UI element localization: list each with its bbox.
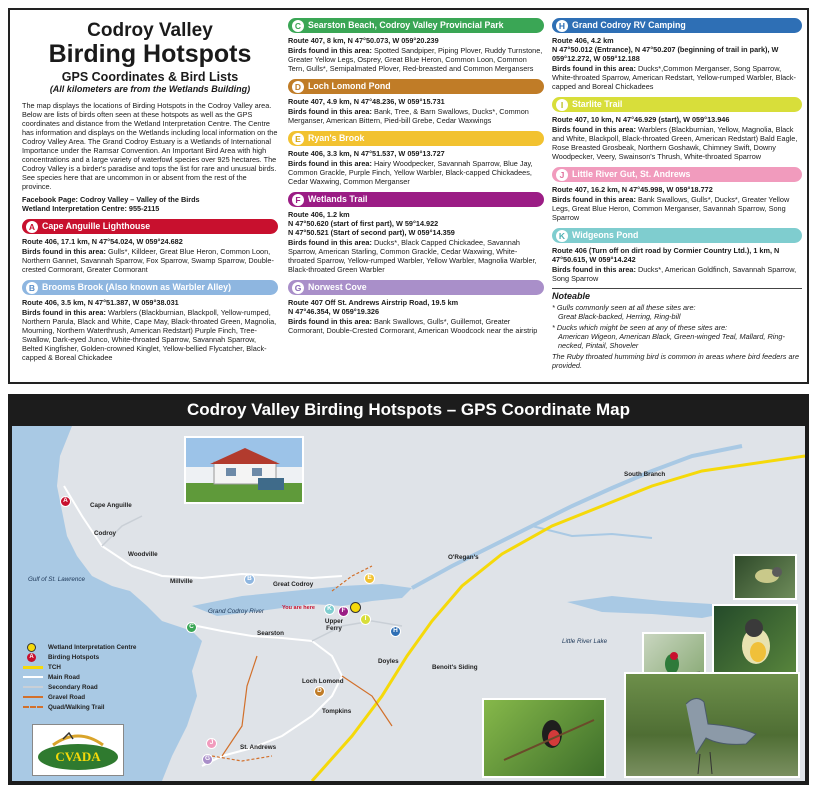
legend-trail [22,702,150,712]
place-millville: Millville [170,578,193,585]
photo-rose-breasted-grosbeak [482,698,606,778]
site-g-birds [288,317,544,335]
site-f-route-1: Route 406, 1.2 km [288,210,350,219]
site-d-bar [288,79,544,94]
site-c-name: Searston Beach, Codroy Valley Provincial Park [308,20,504,30]
birds-label: Birds found in this area: [288,317,372,326]
marker-d[interactable]: D [314,686,325,697]
site-f-badge: F [292,194,304,206]
site-j-bird-list: Bank Swallows, Gulls*, Ducks*, Greater Yellow Legs, Great Blue Heron, Common Merganser, Savannah Sparrow, Song Sparrow [552,195,790,222]
site-d [288,79,544,125]
site-j-name: Little River Gut, St. Andrews [572,169,691,179]
birds-label: Birds found in this area: [552,265,636,274]
subnote: (All kilometers are from the Wetlands Building) [49,84,251,94]
place-tompkins: Tompkins [322,708,352,715]
legend-main-road [22,672,150,682]
site-i-name: Starlite Trail [572,99,623,109]
warbler-image [735,556,795,598]
facebook-line [22,195,278,213]
place-st-andrews: St. Andrews [240,744,277,751]
note-ducks-list: American Wigeon, American Black, Green-winged Teal, Mallard, Ring-necked, Pintail, Shoveler [558,332,785,350]
site-e-birds [288,159,544,186]
place-benoits-siding: Benoit's Siding [432,664,478,671]
site-f-name: Wetlands Trail [308,194,368,204]
site-h-name: Grand Codroy RV Camping [572,20,686,30]
site-b-route: Route 406, 3.5 km, N 47°51.387, W 059°38.031 [22,298,179,307]
site-k-name: Widgeons Pond [572,230,639,240]
map-panel [8,394,809,785]
site-f-route-3: N 47°50.521 (Start of second part), W 059°14.359 [288,228,455,237]
site-f-birds [288,238,544,274]
marker-c[interactable]: C [186,622,197,633]
site-k-bird-list: Ducks*, American Goldfinch, Savannah Sparrow, Song Sparrow [552,265,797,283]
site-j-bar [552,167,802,182]
birds-label: Birds found in this area: [552,195,636,204]
site-h-badge: H [556,20,568,32]
site-b-bird-list: Warblers (Blackburnian, Blackpoll, Yellow-rumped, Northern Parula, Black and White, Cape May, Black-throated Green, Magnolia, Mourning, Northern Waterthrush, American Redstart) Purple Finch, Tree-Swallow, Dark-eyed Junco, White-throated Sparrow, Savannah Sparrow, Belted Kingfisher, Golden-crowned Kinglet, Yellow-bellied Flycatcher, Black-capped & Boreal Chickadee [22,308,277,362]
legend-secondary-road [22,682,150,692]
site-d-name: Loch Lomond Pond [308,81,391,91]
legend-wetland-centre-label: Wetland Interpretation Centre [48,643,137,651]
site-e-bar [288,131,544,146]
site-d-badge: D [292,81,304,93]
birds-label: Birds found in this area: [288,238,372,247]
site-k [552,228,802,283]
marker-i[interactable]: I [360,614,371,625]
site-h-birds [552,64,802,91]
legend-hotspots-label: Birding Hotspots [48,653,100,661]
site-d-bird-list: Bank, Tree, & Barn Swallows, Ducks*, Common Merganser, American Bittern, Pied-bill Grebe, Cedar Waxwings [288,107,529,125]
site-c [288,18,544,73]
marker-j[interactable]: J [206,738,217,749]
site-h-route [552,36,802,63]
site-a-badge: A [26,221,38,233]
site-b [22,280,278,362]
site-b-birds [22,308,278,362]
birds-label: Birds found in this area: [552,64,636,73]
photo-warbler [733,554,797,600]
marker-e[interactable]: E [364,573,375,584]
place-south-branch: South Branch [624,471,666,478]
site-g-bar [288,280,544,295]
site-j-birds [552,195,802,222]
column-1 [22,16,278,362]
column-3 [552,16,802,370]
birds-label: Birds found in this area: [288,159,372,168]
site-i-route: Route 407, 10 km, N 47°46.929 (start), W 059°13.946 [552,115,730,124]
site-c-route: Route 407, 8 km, N 47°50.073, W 059°20.239 [288,36,439,45]
site-e-route: Route 406, 3.3 km, N 47°51.537, W 059°13.727 [288,149,445,158]
note-gulls [552,303,802,321]
site-f-bird-list: Ducks*, Black Capped Chickadee, Savannah Sparrow, American Starling, Common Grackle, Cedar Waxwing, White-throated Sparrow, Yellow-rumped Warbler, Yellow Warbler, Magnolia Warbler, Black-throated Green Warbler [288,238,537,274]
site-g-route [288,298,544,316]
site-i-badge: I [556,99,568,111]
column-2 [288,16,544,335]
site-h-bar [552,18,802,33]
marker-h[interactable]: H [390,626,401,637]
legend-tch [22,662,150,672]
site-g-name: Norwest Cove [308,282,367,292]
site-a-name: Cape Anguille Lighthouse [42,221,151,231]
site-f [288,192,544,274]
title-line-1: Codroy Valley [87,20,213,41]
site-f-bar [288,192,544,207]
birds-label: Birds found in this area: [288,107,372,116]
marker-k[interactable]: K [324,604,335,615]
site-j [552,167,802,222]
site-k-bar [552,228,802,243]
site-i-bar [552,97,802,112]
marker-b[interactable]: B [244,574,255,585]
site-f-route-2: N 47°50.620 (start of first part), W 59°14.922 [288,219,439,228]
site-j-badge: J [556,169,568,181]
legend-tch-label: TCH [48,663,61,671]
legend-gravel-road [22,692,150,702]
birds-label: Birds found in this area: [552,125,636,134]
marker-f[interactable]: F [338,606,349,617]
place-woodville: Woodville [128,551,158,558]
site-g [288,280,544,335]
photo-wetland-centre [184,436,304,504]
site-e-badge: E [292,133,304,145]
place-doyles: Doyles [378,658,399,665]
place-cape-anguille: Cape Anguille [90,502,132,509]
site-d-route: Route 407, 4.9 km, N 47°48.236, W 059°15.731 [288,97,445,106]
site-e-name: Ryan's Brook [308,133,365,143]
noteable-title: Noteable [552,288,802,301]
site-h-route-1: Route 406, 4.2 km [552,36,614,45]
site-i-bird-list: Warblers (Blackburnian, Yellow, Magnolia, Black and White, Blackpoll, Black-throated Green, American Redstart) Bald Eagle, Rose Breasted Grosbeak, Northern Goshawk, Chimney Swift, Downy Woodpecker, Veery, Swainson's Thrush, White-throated Sparrow [552,125,798,161]
title-line-2: Birding Hotspots [48,40,252,68]
site-k-route: Route 406 (Turn off on dirt road by Cormier Country Ltd.), 1 km, N 47°50.615, W 059°14.242 [552,246,780,264]
place-codroy: Codroy [94,530,117,537]
legend-secondary-road-label: Secondary Road [48,683,98,691]
site-g-badge: G [292,282,304,294]
place-great-codroy: Great Codroy [273,581,314,588]
site-c-bird-list: Spotted Sandpiper, Piping Plover, Ruddy Turnstone, Greater Yellow Legs, Osprey, Great Blue Heron, Common Loon, Common Tern, Gulls*, Semipalmated Plover, Red-breasted and Common Mergansers [288,46,543,73]
site-f-route [288,210,544,237]
you-are-here-label: You are here [282,605,315,611]
legend-wetland-centre [22,642,150,652]
map-title: Codroy Valley Birding Hotspots – GPS Coordinate Map [186,400,630,419]
site-a-route: Route 406, 17.1 km, N 47°54.024, W 059°24.682 [22,237,183,246]
site-b-badge: B [26,282,38,294]
site-g-route-1: Route 407 Off St. Andrews Airstrip Road, 19.5 km [288,298,459,307]
site-a-bar [22,219,278,234]
site-d-birds [288,107,544,125]
marker-a[interactable]: A [60,496,71,507]
site-c-bar [288,18,544,33]
place-oregans: O'Regan's [448,554,479,561]
info-panel [8,8,809,384]
note-gulls-list: Great Black-backed, Herring, Ring-bill [558,312,681,321]
site-b-name: Brooms Brook (Also known as Warbler Alley) [42,282,232,292]
building-image [186,438,302,502]
cvada-logo [32,724,124,776]
site-c-badge: C [292,20,304,32]
map [12,426,805,781]
heron-image [626,674,798,776]
marker-g[interactable]: G [202,754,213,765]
legend-main-road-label: Main Road [48,673,80,681]
site-k-birds [552,265,802,283]
water-gulf: Gulf of St. Lawrence [28,576,86,583]
centre-phone: Wetland Interpretation Centre: 955-2115 [22,204,160,213]
photo-great-blue-heron [624,672,800,778]
note-ducks-title: * Ducks which might be seen at any of these sites are: [552,323,728,332]
birds-label: Birds found in this area: [288,46,372,55]
birds-label: Birds found in this area: [22,247,106,256]
map-legend [22,642,150,712]
legend-hotspots: A Birding Hotspots [22,652,150,662]
note-hummingbird: The Ruby throated humming bird is common in areas where bird feeders are provided. [552,352,799,370]
site-h [552,18,802,91]
site-i [552,97,802,161]
site-h-bird-list: Ducks*,Common Merganser, Song Sparrow, White-throated Sparrow, American Redstart, Yellow-rumped Warbler, Black-capped and Boreal Chickadees [552,64,796,91]
note-gulls-title: * Gulls commonly seen at all these sites are: [552,303,696,312]
place-searston: Searston [257,630,284,637]
intro-text: The map displays the locations of Birding Hotspots in the Codroy Valley area. Below are lists of birds often seen at these hotspots as well as the GPS coordinates and distance from the Wetland Interpretation Centre. The Centre has information and displays on the Wetlands including local information on the Codroy Valley Area. The Grand Codroy Estuary is a Wetlands of International Importance under the Ramsar Convention. An Important Bird Area with high concentrations and a large variety of waterfowl species over 925 hectares. The Codroy Valley is a birder's paradise and tops the list for rare and unusual birds. See species here that are uncommon in or absent from the rest of the province. [22,101,278,191]
marker-wetland-centre[interactable] [350,602,361,613]
site-c-birds [288,46,544,73]
site-k-badge: K [556,230,568,242]
site-g-route-2: N 47°46.354, W 059°19.326 [288,307,380,316]
water-river: Grand Codroy River [208,608,264,615]
site-a-bird-list: Gulls*, Killdeer, Great Blue Heron, Common Loon, Northern Gannet, Savannah Sparrow, Fox Sparrow, Swamp Sparrow, Double-crested Cormorant, Greater Cormorant [22,247,274,274]
site-j-route: Route 407, 16.2 km, N 47°45.998, W 059°18.772 [552,185,713,194]
grosbeak-image [484,700,604,776]
cvada-logo-text: CVADA [55,749,101,764]
site-b-bar [22,280,278,295]
site-g-bird-list: Bank Swallows, Gulls*, Guillemot, Greater Cormorant, Double-Crested Cormorant, American Woodcock near the airstrip [288,317,538,335]
site-a-birds [22,247,278,274]
birds-label: Birds found in this area: [22,308,106,317]
site-e [288,131,544,186]
place-upper-ferry: Upper Ferry [324,618,344,632]
place-loch-lomond: Loch Lomond [302,678,344,685]
facebook-page: Facebook Page: Codroy Valley – Valley of the Birds [22,195,200,204]
site-i-birds [552,125,802,161]
water-lake: Little River Lake [562,638,608,645]
site-h-route-2: N 47°50.012 (Entrance), N 47°50.207 (beginning of trail in park), W 059°12.272, W 059°12.188 [552,45,779,63]
site-e-bird-list: Hairy Woodpecker, Savannah Sparrow, Blue Jay, Common Grackle, Purple Finch, Yellow Warbler, Black-capped Chickadees, Cedar Waxwing, Common Merganser [288,159,533,186]
note-ducks [552,323,802,350]
subtitle: GPS Coordinates & Bird Lists [61,70,239,84]
legend-trail-label: Quad/Walking Trail [48,703,105,711]
site-a [22,219,278,274]
legend-gravel-road-label: Gravel Road [48,693,86,701]
